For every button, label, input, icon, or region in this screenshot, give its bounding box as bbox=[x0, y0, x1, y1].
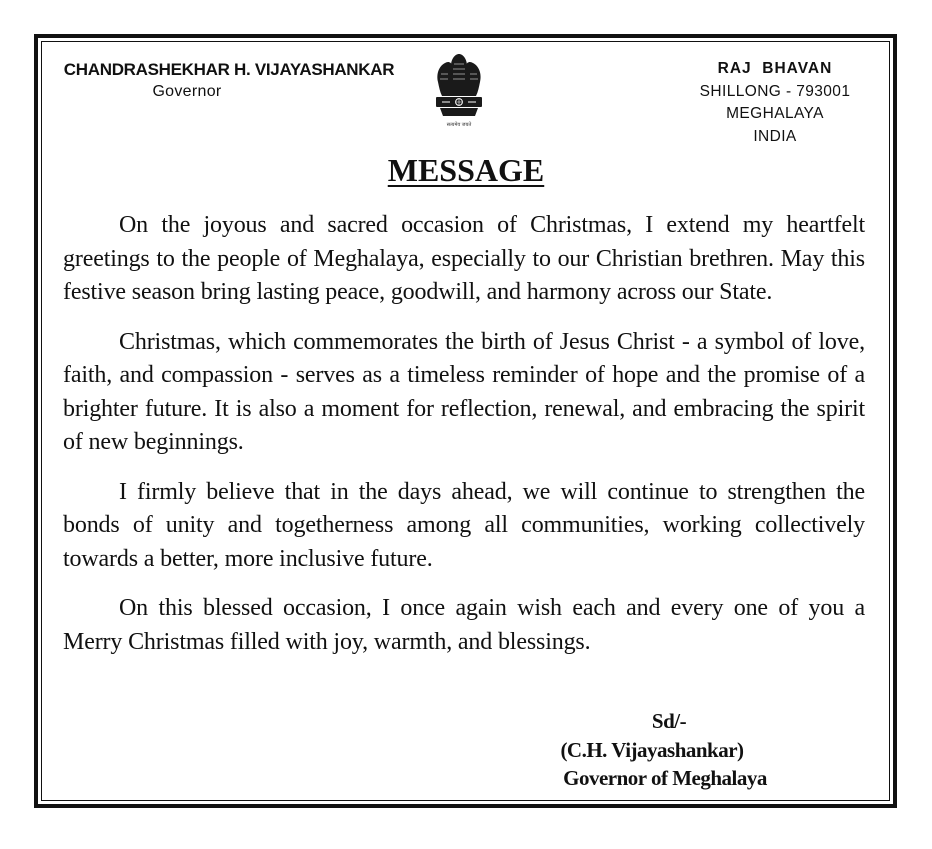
signature-sd: Sd/- bbox=[651, 709, 687, 733]
message-paragraph: On this blessed occasion, I once again wish each and every one of you a Merry Christmas filled with joy, warmth, and blessings. bbox=[63, 595, 865, 655]
governor-name: CHANDRASHEKHAR H. VIJAYASHANKAR bbox=[63, 60, 395, 79]
address-block bbox=[683, 58, 867, 148]
governor-title: Governor bbox=[152, 83, 222, 100]
address-line-2: SHILLONG - 793001 bbox=[699, 82, 851, 100]
message-heading bbox=[0, 150, 932, 190]
emblem-motto: सत्यमेव जयते bbox=[446, 122, 472, 128]
signatory-name: (C.H. Vijayashankar) bbox=[560, 737, 744, 762]
message-body bbox=[63, 209, 865, 675]
signatory-designation: Governor of Meghalaya bbox=[563, 766, 767, 790]
signature-block bbox=[520, 707, 810, 793]
message-paragraph: Christmas, which commemorates the birth of Jesus Christ - a symbol of love, faith, and compassion - serves as a timeless reminder of hope and the promise of a brighter future. It is also a moment for reflection, renewal, and embracing the spirit of new beginnings. bbox=[63, 328, 865, 455]
message-paragraph: I firmly believe that in the days ahead, we will continue to strengthen the bonds of unity and togetherness among all communities, working collectively towards a better, more inclusive future. bbox=[63, 478, 865, 572]
address-line-3: MEGHALAYA bbox=[726, 105, 824, 122]
message-paragraph: On the joyous and sacred occasion of Christmas, I extend my heartfelt greetings to the people of Meghalaya, especially to our Christian brethren. May this festive season bring lasting peace, goodwill, and harmony across our State. bbox=[63, 212, 865, 305]
governor-block bbox=[48, 59, 410, 103]
message-heading-text: MESSAGE bbox=[387, 152, 545, 188]
address-line-1: RAJ BHAVAN bbox=[717, 60, 833, 77]
address-line-4: INDIA bbox=[753, 127, 797, 145]
